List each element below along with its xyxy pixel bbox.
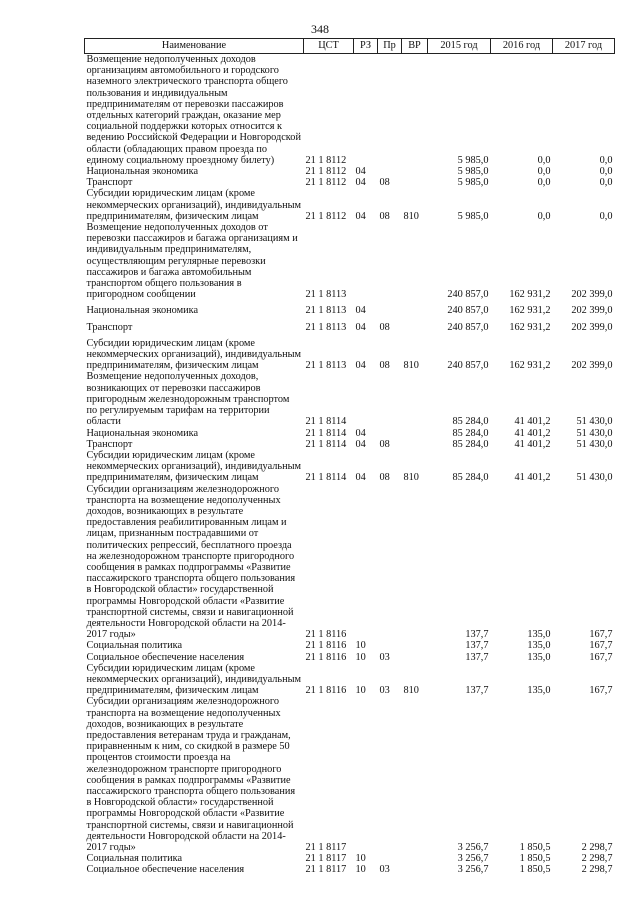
table-row <box>85 428 615 439</box>
row-value-2017: 51 430,0 <box>576 438 613 450</box>
row-value-2015: 85 284,0 <box>452 472 489 484</box>
row-rz: 04 <box>355 210 366 222</box>
row-value-2015: 85 284,0 <box>452 416 489 428</box>
row-rz: 10 <box>355 651 366 663</box>
row-value-2015: 3 256,7 <box>457 864 489 876</box>
row-value-2017: 0,0 <box>599 210 613 222</box>
row-name: Социальное обеспечение населения <box>86 864 245 876</box>
row-value-2016: 135,0 <box>527 685 551 697</box>
row-value-2016: 162 931,2 <box>509 321 551 333</box>
column-header-2016: 2016 год <box>491 39 553 54</box>
row-vr <box>402 428 428 439</box>
row-cst: 21 1 8112 <box>305 154 347 166</box>
row-value-2015: 137,7 <box>465 651 489 663</box>
row-pr: 08 <box>379 360 390 372</box>
row-vr <box>402 54 428 167</box>
table-row <box>85 864 615 875</box>
row-vr <box>402 652 428 663</box>
row-cst: 21 1 8114 <box>305 427 347 439</box>
row-pr <box>378 54 402 167</box>
table-row <box>85 439 615 450</box>
row-value-2016: 0,0 <box>537 177 551 189</box>
table-row <box>85 371 615 427</box>
row-name: Возмещение недополученных доходов, возникающих от перевозки пассажиров пригородным железнодорожным транспортом по регулируемым тарифам на территории области <box>86 371 290 428</box>
row-name: Национальная экономика <box>86 427 199 439</box>
row-rz: 04 <box>355 321 366 333</box>
row-pr: 08 <box>379 472 390 484</box>
table-row <box>85 484 615 641</box>
row-name: Транспорт <box>86 177 133 189</box>
row-vr <box>402 439 428 450</box>
row-pr <box>378 428 402 439</box>
row-rz: 04 <box>355 427 366 439</box>
row-cst: 21 1 8113 <box>305 360 347 372</box>
row-value-2016: 162 931,2 <box>509 360 551 372</box>
row-pr <box>378 640 402 651</box>
column-header-2015: 2015 год <box>428 39 491 54</box>
page-number: 348 <box>311 22 329 36</box>
row-name: Возмещение недополученных доходов организациям автомобильного и городского наземного электрического транспорта общего пользования и индивидуальным предпринимателям от перевозки пассажиров отдельных категорий граждан, оказание мер социальной поддержки которых относится к ведению Российской Федерации и Новгородской области (обладающих правом проезда по единому социальному проездному билету) <box>86 54 301 166</box>
table-row <box>85 300 615 316</box>
row-value-2015: 3 256,7 <box>457 842 489 854</box>
budget-table <box>84 38 615 876</box>
row-vr <box>402 853 428 864</box>
row-value-2017: 167,7 <box>589 651 613 663</box>
row-cst: 21 1 8113 <box>305 321 347 333</box>
row-value-2016: 135,0 <box>527 629 551 641</box>
row-value-2017: 202 399,0 <box>571 321 613 333</box>
row-rz: 10 <box>355 640 366 652</box>
row-value-2017: 2 298,7 <box>581 853 613 865</box>
row-cst: 21 1 8114 <box>305 472 347 484</box>
row-vr <box>402 484 428 641</box>
row-vr <box>402 166 428 177</box>
row-value-2016: 0,0 <box>537 154 551 166</box>
row-rz <box>354 54 378 167</box>
table-row <box>85 333 615 372</box>
row-cst: 21 1 8116 <box>305 640 347 652</box>
row-pr <box>378 166 402 177</box>
row-name: Социальная политика <box>86 640 183 652</box>
column-header-2017: 2017 год <box>553 39 615 54</box>
row-vr <box>402 696 428 853</box>
row-rz: 10 <box>355 864 366 876</box>
row-value-2016: 1 850,5 <box>519 842 551 854</box>
row-rz <box>354 222 378 300</box>
row-pr <box>378 484 402 641</box>
row-rz <box>354 696 378 853</box>
row-rz: 04 <box>355 177 366 189</box>
row-name: Возмещение недополученных доходов от перевозки пассажиров и багажа организациям и индивидуальным предпринимателям, осуществляющим регулярные перевозки пассажиров и багажа автомобильным транспортом общего пользования в пригородном сообщении <box>86 222 298 301</box>
row-vr <box>402 222 428 300</box>
row-value-2016: 41 401,2 <box>514 427 551 439</box>
table-row <box>85 652 615 663</box>
row-cst: 21 1 8116 <box>305 651 347 663</box>
row-cst: 21 1 8117 <box>305 864 347 876</box>
column-header-name: Наименование <box>85 39 304 54</box>
row-name: Транспорт <box>86 438 133 450</box>
row-value-2016: 0,0 <box>537 166 551 178</box>
row-name: Субсидии юридическим лицам (кроме некоммерческих организаций), индивидуальным предпринимателям, физическим лицам <box>86 662 302 697</box>
row-value-2015: 5 985,0 <box>457 166 489 178</box>
row-value-2017: 167,7 <box>589 629 613 641</box>
row-value-2016: 162 931,2 <box>509 289 551 301</box>
row-value-2017: 167,7 <box>589 640 613 652</box>
row-name: Национальная экономика <box>86 305 199 317</box>
row-name: Транспорт <box>86 321 133 333</box>
row-name: Национальная экономика <box>86 166 199 178</box>
row-value-2017: 0,0 <box>599 154 613 166</box>
table-row <box>85 640 615 651</box>
row-rz: 04 <box>355 305 366 317</box>
row-vr <box>402 300 428 316</box>
row-vr <box>402 640 428 651</box>
column-header-rz: РЗ <box>354 39 378 54</box>
row-value-2016: 41 401,2 <box>514 438 551 450</box>
row-vr: 810 <box>403 685 419 697</box>
row-pr: 03 <box>379 864 390 876</box>
column-header-cst: ЦСТ <box>304 39 354 54</box>
table-row <box>85 663 615 697</box>
row-vr <box>402 371 428 427</box>
row-value-2015: 85 284,0 <box>452 427 489 439</box>
row-value-2017: 202 399,0 <box>571 305 613 317</box>
row-rz: 04 <box>355 472 366 484</box>
row-pr: 08 <box>379 438 390 450</box>
column-header-vr: ВР <box>402 39 428 54</box>
row-vr: 810 <box>403 472 419 484</box>
row-vr <box>402 177 428 188</box>
row-pr: 03 <box>379 685 390 697</box>
row-name: Социальное обеспечение населения <box>86 651 245 663</box>
table-row <box>85 188 615 222</box>
row-value-2015: 5 985,0 <box>457 210 489 222</box>
table-row <box>85 166 615 177</box>
row-value-2015: 240 857,0 <box>447 321 489 333</box>
column-header-pr: Пр <box>378 39 402 54</box>
row-pr: 03 <box>379 651 390 663</box>
table-header-row <box>85 39 615 54</box>
row-value-2016: 41 401,2 <box>514 416 551 428</box>
row-value-2017: 51 430,0 <box>576 472 613 484</box>
row-value-2017: 202 399,0 <box>571 289 613 301</box>
table-row <box>85 696 615 853</box>
table-row <box>85 450 615 484</box>
row-value-2015: 240 857,0 <box>447 305 489 317</box>
row-name: Субсидии юридическим лицам (кроме некоммерческих организаций), индивидуальным предпринимателям, физическим лицам <box>86 337 302 372</box>
table-row <box>85 54 615 167</box>
row-value-2016: 135,0 <box>527 651 551 663</box>
row-value-2017: 2 298,7 <box>581 864 613 876</box>
row-pr <box>378 300 402 316</box>
row-value-2017: 51 430,0 <box>576 427 613 439</box>
row-pr: 08 <box>379 321 390 333</box>
row-rz <box>354 484 378 641</box>
row-vr: 810 <box>403 360 419 372</box>
row-value-2015: 5 985,0 <box>457 177 489 189</box>
row-value-2016: 1 850,5 <box>519 853 551 865</box>
row-vr <box>402 317 428 333</box>
row-cst: 21 1 8117 <box>305 853 347 865</box>
row-rz: 10 <box>355 853 366 865</box>
row-value-2015: 240 857,0 <box>447 289 489 301</box>
row-value-2017: 167,7 <box>589 685 613 697</box>
row-value-2015: 137,7 <box>465 640 489 652</box>
row-value-2016: 162 931,2 <box>509 305 551 317</box>
row-cst: 21 1 8113 <box>305 305 347 317</box>
row-pr: 08 <box>379 210 390 222</box>
row-rz <box>354 371 378 427</box>
row-pr <box>378 853 402 864</box>
table-body <box>85 54 615 876</box>
table-row <box>85 222 615 300</box>
row-cst: 21 1 8112 <box>305 210 347 222</box>
row-vr: 810 <box>403 210 419 222</box>
row-value-2015: 85 284,0 <box>452 438 489 450</box>
row-cst: 21 1 8116 <box>305 685 347 697</box>
row-rz: 04 <box>355 166 366 178</box>
row-value-2015: 3 256,7 <box>457 853 489 865</box>
row-pr <box>378 371 402 427</box>
row-value-2017: 0,0 <box>599 177 613 189</box>
table-row <box>85 177 615 188</box>
row-cst: 21 1 8116 <box>305 629 347 641</box>
row-name: Субсидии организациям железнодорожного транспорта на возмещение недополученных доходов, возникающих в результате предоставления реабилитированным лицам и лицам, признанным пострадавшими от политических репрессий, бесплатного проезда на железнодорожном транспорте пригородного сообщения в рамках подпрограммы «Развитие пассажирского транспорта общего пользования в Новгородской области» государственной программы Новгородской области «Развитие транспортной системы, связи и навигационной деятельности Новгородской области на 2014-2017 годы» <box>86 483 296 641</box>
row-pr <box>378 222 402 300</box>
row-name: Социальная политика <box>86 853 183 865</box>
row-pr <box>378 696 402 853</box>
row-value-2017: 51 430,0 <box>576 416 613 428</box>
row-value-2015: 240 857,0 <box>447 360 489 372</box>
table-row <box>85 853 615 864</box>
row-value-2015: 5 985,0 <box>457 154 489 166</box>
row-value-2016: 1 850,5 <box>519 864 551 876</box>
row-rz: 04 <box>355 438 366 450</box>
row-cst: 21 1 8113 <box>305 289 347 301</box>
row-value-2017: 0,0 <box>599 166 613 178</box>
row-rz: 04 <box>355 360 366 372</box>
row-value-2016: 0,0 <box>537 210 551 222</box>
row-name: Субсидии организациям железнодорожного транспорта на возмещение недополученных доходов, возникающих в результате предоставления ветеранам труда и гражданам, приравненным к ним, со скидкой в размере 50 процентов стоимости проезда на железнодорожном транспорте пригородного сообщения в рамках подпрограммы «Развитие пассажирского транспорта общего пользования в Новгородской области» государственной программы Новгородской области «Развитие транспортной системы, связи и навигационной деятельности Новгородской области на 2014-2017 годы» <box>86 696 296 854</box>
row-value-2017: 2 298,7 <box>581 842 613 854</box>
row-cst: 21 1 8112 <box>305 177 347 189</box>
row-value-2015: 137,7 <box>465 685 489 697</box>
row-cst: 21 1 8117 <box>305 842 347 854</box>
row-pr: 08 <box>379 177 390 189</box>
row-name: Субсидии юридическим лицам (кроме некоммерческих организаций), индивидуальным предпринимателям, физическим лицам <box>86 449 302 484</box>
row-cst: 21 1 8114 <box>305 416 347 428</box>
row-value-2015: 137,7 <box>465 629 489 641</box>
row-cst: 21 1 8112 <box>305 166 347 178</box>
row-cst: 21 1 8114 <box>305 438 347 450</box>
table-row <box>85 317 615 333</box>
row-rz: 10 <box>355 685 366 697</box>
row-value-2017: 202 399,0 <box>571 360 613 372</box>
row-name: Субсидии юридическим лицам (кроме некоммерческих организаций), индивидуальным предпринимателям, физическим лицам <box>86 188 302 222</box>
row-value-2016: 135,0 <box>527 640 551 652</box>
row-vr <box>402 864 428 875</box>
row-value-2016: 41 401,2 <box>514 472 551 484</box>
